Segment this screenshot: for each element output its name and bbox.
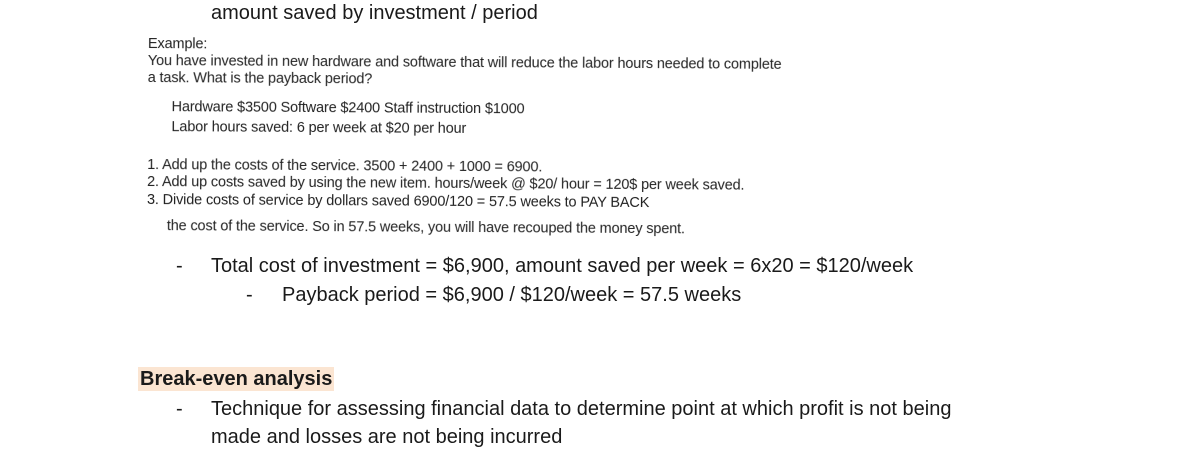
- example-intro-line-2: a task. What is the payback period?: [147, 69, 373, 88]
- bullet-dash: -: [176, 255, 183, 277]
- break-even-definition-line-2: made and losses are not being incurred: [211, 426, 563, 448]
- break-even-definition-line-1: Technique for assessing financial data to determine point at which profit is not being: [211, 398, 952, 420]
- scanned-example-image: [147, 36, 868, 250]
- example-step-2: 2. Add up costs saved by using the new item. hours/week @ $20/ hour = 120$ per week saved.: [147, 173, 745, 194]
- bullet-dash: -: [176, 398, 183, 420]
- example-label: Example:: [147, 36, 208, 53]
- example-costs-line: Hardware $3500 Software $2400 Staff instruction $1000: [171, 99, 525, 118]
- example-intro-line-1: You have invested in new hardware and software that will reduce the labor hours needed to complete: [147, 52, 782, 73]
- example-step-3: 3. Divide costs of service by dollars saved 6900/120 = 57.5 weeks to PAY BACK: [146, 191, 650, 212]
- bullet-dash: -: [246, 284, 253, 306]
- example-step-1: 1. Add up the costs of the service. 3500 + 2400 + 1000 = 6900.: [147, 156, 543, 176]
- example-labor-line: Labor hours saved: 6 per week at $20 per hour: [171, 119, 467, 137]
- example-step-3-continued: the cost of the service. So in 57.5 weeks, you will have recouped the money spent.: [166, 218, 685, 238]
- total-cost-bullet: Total cost of investment = $6,900, amount saved per week = 6x20 = $120/week: [211, 255, 914, 277]
- lead-line: amount saved by investment / period: [211, 2, 538, 24]
- break-even-heading: Break-even analysis: [140, 368, 333, 390]
- payback-period-bullet: Payback period = $6,900 / $120/week = 57.5 weeks: [282, 284, 742, 306]
